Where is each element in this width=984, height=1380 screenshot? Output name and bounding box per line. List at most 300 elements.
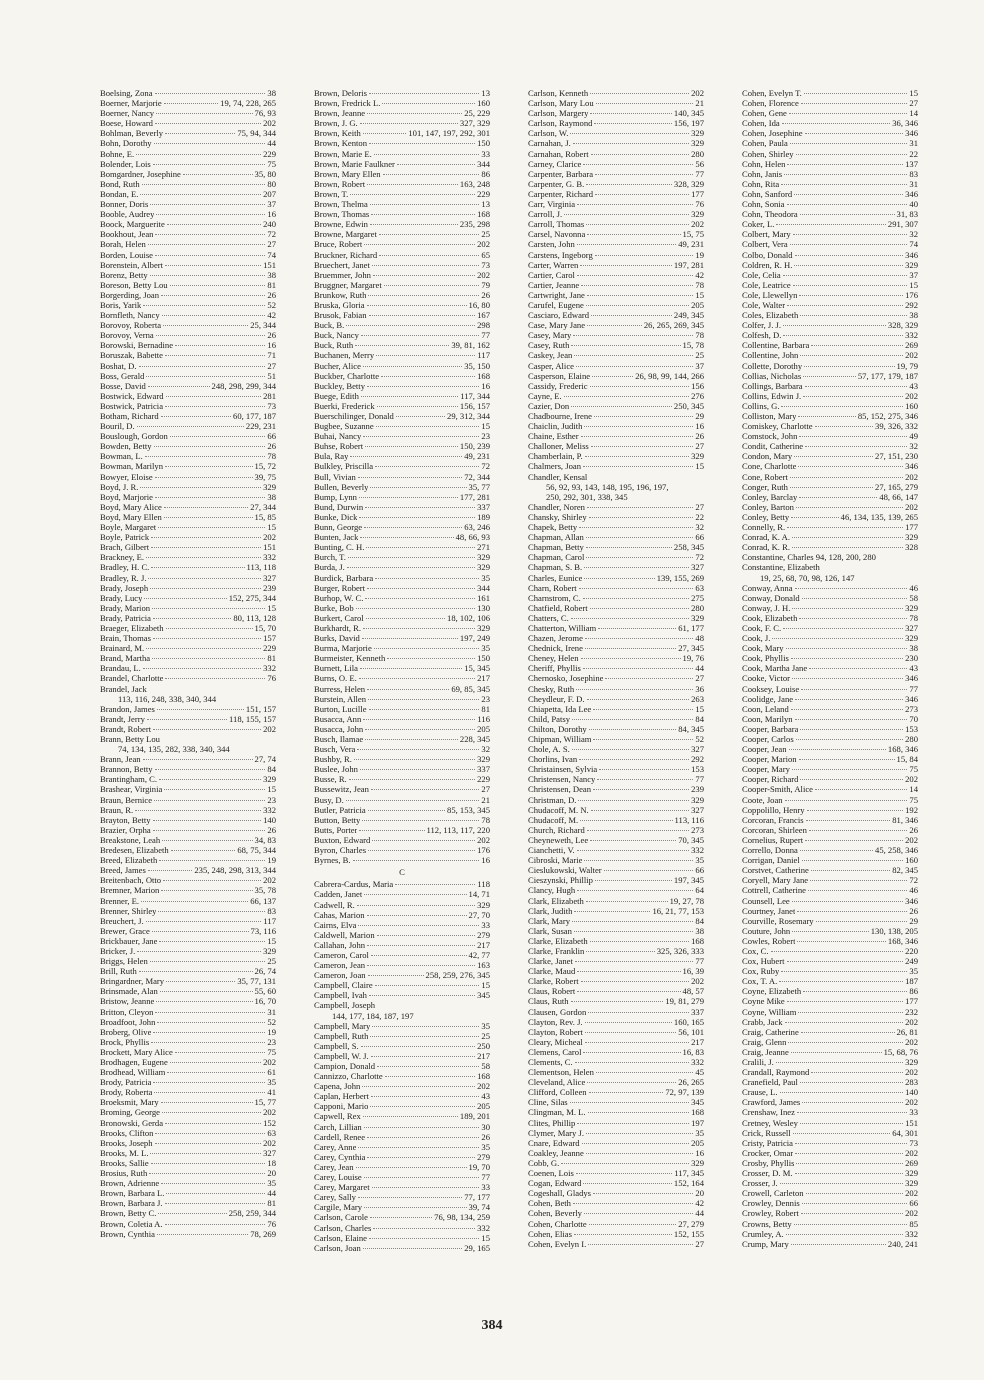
index-entry <box>100 1017 276 1027</box>
index-entry <box>100 371 276 381</box>
entry-name: Conway, Donald <box>742 592 800 603</box>
index-entry <box>742 512 918 522</box>
entry-name: Bunke, Dick <box>314 511 358 522</box>
index-entry <box>100 280 276 290</box>
entry-name: Crawford, James <box>742 1097 801 1108</box>
entry-name: Cole, Walter <box>742 299 786 310</box>
dot-leader <box>379 234 480 235</box>
dot-leader <box>572 719 693 720</box>
entry-name: Carter, Warren <box>528 259 579 270</box>
entry-pages: 229 <box>263 148 276 159</box>
entry-name: Charn, Robert <box>528 582 577 593</box>
entry-name: Coote, Joan <box>742 794 783 805</box>
entry-pages: 49 <box>909 431 918 442</box>
entry-pages: 34, 83 <box>254 834 276 845</box>
dot-leader <box>140 194 261 195</box>
entry-name: Brody, Roberta <box>100 1087 153 1098</box>
entry-name: Counsell, Lee <box>742 895 790 906</box>
index-entry <box>100 1037 276 1047</box>
entry-pages: 291, 307 <box>887 219 918 230</box>
dot-leader <box>154 800 265 801</box>
entry-pages: 72 <box>695 552 704 563</box>
entry-pages: 19 <box>695 249 704 260</box>
index-entry <box>100 815 276 825</box>
entry-pages: 156, 157 <box>459 400 490 411</box>
dot-leader <box>156 1001 252 1002</box>
dot-leader <box>577 204 693 205</box>
dot-leader <box>153 830 266 831</box>
entry-pages: 27 <box>695 441 704 452</box>
dot-leader <box>157 1022 265 1023</box>
entry-name: Broberg, Olive <box>100 1026 152 1037</box>
dot-leader <box>787 1001 903 1002</box>
entry-pages: 19, 27, 78 <box>669 895 704 906</box>
entry-pages: 229 <box>263 643 276 654</box>
entry-pages: 329 <box>691 138 704 149</box>
entry-name: Campbell, Joseph <box>314 1000 376 1011</box>
entry-pages: 329 <box>691 1157 704 1168</box>
entry-pages: 329 <box>691 794 704 805</box>
entry-pages: 26 <box>267 824 276 835</box>
dot-leader <box>150 961 266 962</box>
entry-pages: 15 <box>481 421 490 432</box>
dot-leader <box>589 1092 664 1093</box>
entry-pages: 23 <box>267 1036 276 1047</box>
entry-name: Bostwick, Edward <box>100 390 164 401</box>
entry-name: Borenstein, Albert <box>100 259 164 270</box>
entry-name: Chapman, Carol <box>528 552 585 563</box>
index-entry <box>100 1178 276 1188</box>
entry-name: Brady, Joseph <box>100 582 149 593</box>
index-entry <box>314 970 490 980</box>
entry-pages: 77 <box>481 330 490 341</box>
entry-pages: 189 <box>477 511 490 522</box>
index-entry <box>100 1027 276 1037</box>
entry-pages: 26 <box>267 289 276 300</box>
entry-name: Coyne, William <box>742 1006 797 1017</box>
dot-leader <box>581 981 690 982</box>
index-entry <box>528 744 704 754</box>
dot-leader <box>358 1147 479 1148</box>
entry-pages: 81, 346 <box>892 814 918 825</box>
entry-name: Brown, Robert <box>314 178 366 189</box>
index-entry <box>100 1198 276 1208</box>
entry-pages: 25 <box>481 1030 490 1041</box>
index-entry <box>100 562 276 572</box>
index-entry <box>742 623 918 633</box>
dot-leader <box>358 925 479 926</box>
entry-name: Bunn, George <box>314 522 363 533</box>
entry-pages: 74 <box>909 239 918 250</box>
entry-name: Cooper, Jean <box>742 744 787 755</box>
index-entry <box>742 1229 918 1239</box>
entry-name: Church, Richard <box>528 824 585 835</box>
entry-pages: 329 <box>691 209 704 220</box>
entry-pages: 15, 77 <box>254 1097 276 1108</box>
index-entry <box>742 280 918 290</box>
dot-leader <box>159 860 265 861</box>
dot-leader <box>799 295 903 296</box>
index-entry <box>742 1158 918 1168</box>
entry-name: Cole, Leatrice <box>742 279 791 290</box>
dot-leader <box>590 386 690 387</box>
index-entry <box>314 371 490 381</box>
index-entry <box>100 906 276 916</box>
index-entry <box>528 845 704 855</box>
dot-leader <box>587 507 693 508</box>
index-entry <box>528 542 704 552</box>
entry-name: Busse, R. <box>314 774 347 785</box>
dot-leader <box>364 244 475 245</box>
entry-pages: 139, 155, 269 <box>656 572 704 583</box>
entry-pages: 16 <box>481 855 490 866</box>
dot-leader <box>803 376 856 377</box>
index-entry <box>742 996 918 1006</box>
entry-name: Campbell, W. J. <box>314 1050 369 1061</box>
entry-name: Bowman, L. <box>100 451 143 462</box>
dot-leader <box>590 941 689 942</box>
entry-name: Crenshaw, Inez <box>742 1107 795 1118</box>
index-entry <box>528 764 704 774</box>
index-entry <box>528 532 704 542</box>
dot-leader <box>590 608 689 609</box>
index-entry <box>314 879 490 889</box>
index-entry <box>742 189 918 199</box>
index-entry <box>314 411 490 421</box>
dot-leader <box>795 1143 907 1144</box>
entry-name: Crowns, Betty <box>742 1218 792 1229</box>
index-entry <box>100 381 276 391</box>
entry-pages: 153 <box>905 723 918 734</box>
dot-leader <box>579 588 694 589</box>
entry-name: Cibroski, Marie <box>528 855 583 866</box>
entry-pages: 197, 249 <box>459 633 490 644</box>
entry-pages: 46 <box>909 582 918 593</box>
index-entry <box>742 694 918 704</box>
entry-name: Campbell, Claire <box>314 980 373 991</box>
entry-pages: 202 <box>905 1147 918 1158</box>
dot-leader <box>384 285 480 286</box>
dot-leader <box>175 345 265 346</box>
dot-leader <box>802 598 908 599</box>
dot-leader <box>161 890 252 891</box>
dot-leader <box>364 1207 466 1208</box>
dot-leader <box>580 820 672 821</box>
entry-pages: 44 <box>695 1208 704 1219</box>
dot-leader <box>139 366 266 367</box>
entry-name: Casey, Mary <box>528 330 572 341</box>
index-entry <box>742 118 918 128</box>
index-entry <box>100 855 276 865</box>
entry-pages: 345 <box>477 990 490 1001</box>
entry-name: Buerschilinger, Donald <box>314 411 394 421</box>
index-entry <box>742 926 918 936</box>
entry-name: Brockett, Mary Alice <box>100 1046 173 1057</box>
entry-pages: 202 <box>905 1208 918 1219</box>
index-entry <box>742 229 918 239</box>
index-entry <box>742 1168 918 1178</box>
dot-leader <box>786 648 908 649</box>
dot-leader <box>576 689 693 690</box>
dot-leader <box>170 1062 261 1063</box>
entry-pages: 83 <box>267 905 276 916</box>
index-entry <box>528 684 704 694</box>
index-entry <box>742 542 918 552</box>
index-entry <box>742 865 918 875</box>
entry-pages: 77 <box>695 168 704 179</box>
entry-name: Carch, Lillian <box>314 1121 362 1132</box>
index-entry <box>314 1122 490 1132</box>
entry-name: Burress, Helen <box>314 683 366 694</box>
entry-name: Cairns, Elva <box>314 919 357 930</box>
dot-leader <box>371 1056 475 1057</box>
entry-pages: 269 <box>905 340 918 351</box>
entry-name: Colbert, Mary <box>742 229 791 240</box>
index-entry <box>742 361 918 371</box>
dot-leader <box>585 648 676 649</box>
entry-name: Bonner, Doris <box>100 199 149 210</box>
entry-pages: 205 <box>477 723 490 734</box>
dot-leader <box>799 759 895 760</box>
index-entry <box>528 1168 704 1178</box>
dot-leader <box>158 1213 226 1214</box>
entry-name: Cox, Hubert <box>742 956 785 967</box>
index-entry <box>528 1087 704 1097</box>
entry-pages: 84 <box>267 764 276 775</box>
index-entry <box>742 502 918 512</box>
entry-pages: 38 <box>267 88 276 98</box>
entry-pages: 19 <box>267 855 276 866</box>
entry-name: Booble, Audrey <box>100 209 155 220</box>
index-entry <box>314 573 490 583</box>
index-entry <box>100 946 276 956</box>
entry-name: Carey, Sally <box>314 1192 356 1203</box>
entry-name: Crandall, Raymond <box>742 1067 810 1078</box>
entry-name: Brown, Barbara J. <box>100 1198 163 1209</box>
entry-name: Burkhardt, R. <box>314 622 362 633</box>
entry-name: Cohen, Josephine <box>742 128 803 139</box>
entry-pages: 73 <box>909 1137 918 1148</box>
entry-name: Corstvet, Catherine <box>742 865 809 876</box>
index-entry <box>100 1138 276 1148</box>
index-entry <box>100 138 276 148</box>
entry-pages: 70, 345 <box>678 834 704 845</box>
entry-name: Conley, Barclay <box>742 491 798 502</box>
index-entry <box>314 239 490 249</box>
index-entry <box>742 946 918 956</box>
entry-name: Carufel, Eugene <box>528 299 584 310</box>
index-entry <box>314 990 490 1000</box>
index-columns <box>100 88 926 1253</box>
index-entry <box>528 916 704 926</box>
entry-name: Cnare, Edward <box>528 1137 580 1148</box>
entry-name: Bruska, Gloria <box>314 299 365 310</box>
entry-name: Couture, John <box>742 925 791 936</box>
index-entry <box>314 1192 490 1202</box>
entry-pages: 29, 165 <box>464 1242 490 1253</box>
dot-leader <box>797 1112 908 1113</box>
entry-pages: 329 <box>691 451 704 462</box>
dot-leader <box>361 335 480 336</box>
entry-pages: 202 <box>905 774 918 785</box>
entry-pages: 332 <box>905 330 918 341</box>
entry-pages: 249 <box>905 956 918 967</box>
index-entry <box>100 320 276 330</box>
entry-pages: 73 <box>481 259 490 270</box>
entry-pages: 16, 80 <box>468 299 490 310</box>
index-entry <box>528 128 704 138</box>
entry-pages: 66 <box>695 865 704 876</box>
index-entry <box>742 128 918 138</box>
index-entry <box>528 885 704 895</box>
index-entry <box>100 795 276 805</box>
entry-name: Bunten, Jack <box>314 532 359 543</box>
index-entry <box>742 340 918 350</box>
entry-name: Clementson, Helen <box>528 1067 594 1078</box>
entry-name: Chandler, Kensal <box>528 471 588 482</box>
entry-pages: 37 <box>695 360 704 371</box>
dot-leader <box>373 1228 475 1229</box>
entry-name: Buxton, Edward <box>314 834 371 845</box>
entry-pages: 76 <box>695 199 704 210</box>
index-entry <box>742 1118 918 1128</box>
entry-pages: 35, 77, 131 <box>237 976 276 987</box>
entry-pages: 78 <box>909 612 918 623</box>
entry-name: Crosser, D. M. <box>742 1168 793 1179</box>
dot-leader <box>586 547 672 548</box>
entry-name: Bouslough, Gordon <box>100 431 168 442</box>
dot-leader <box>795 588 908 589</box>
index-entry <box>528 896 704 906</box>
entry-pages: 15 <box>267 935 276 946</box>
index-entry <box>528 1037 704 1047</box>
dot-leader <box>589 1224 677 1225</box>
dot-leader <box>787 527 903 528</box>
page-number: 384 <box>481 1318 503 1333</box>
entry-pages: 14, 71 <box>468 889 490 900</box>
entry-pages: 168 <box>477 370 490 381</box>
dot-leader <box>360 769 475 770</box>
entry-name: Boss, Gerald <box>100 370 145 381</box>
entry-pages: 76, 93 <box>254 108 276 119</box>
entry-pages: 202 <box>905 350 918 361</box>
dot-leader <box>811 1072 903 1073</box>
entry-name: Crowell, Carleton <box>742 1188 804 1199</box>
entry-pages: 35 <box>909 966 918 977</box>
entry-name: Carnahan, J. <box>528 138 571 149</box>
entry-name: Cadwell, R. <box>314 899 355 910</box>
entry-pages: 258, 345 <box>673 542 704 553</box>
entry-name: Cox, C. <box>742 945 769 956</box>
entry-name: Busacca, John <box>314 723 364 734</box>
index-entry <box>528 956 704 966</box>
index-entry <box>528 502 704 512</box>
dot-leader <box>382 103 475 104</box>
dot-leader <box>807 810 904 811</box>
entry-name: Borgerding, Joan <box>100 289 160 300</box>
dot-leader <box>587 325 642 326</box>
dot-leader <box>357 905 475 906</box>
entry-pages: 35, 80 <box>254 168 276 179</box>
entry-pages: 157 <box>263 633 276 644</box>
dot-leader <box>595 174 693 175</box>
entry-name: Cohen, Shirley <box>742 148 794 159</box>
index-entry <box>100 1158 276 1168</box>
dot-leader <box>164 103 218 104</box>
dot-leader <box>363 133 407 134</box>
index-entry <box>528 603 704 613</box>
entry-pages: 27, 165, 279 <box>875 481 918 492</box>
dot-leader <box>369 315 476 316</box>
index-entry <box>314 1081 490 1091</box>
index-entry <box>528 159 704 169</box>
entry-pages: 44 <box>695 663 704 674</box>
dot-leader <box>584 567 689 568</box>
index-entry <box>528 1118 704 1128</box>
entry-pages: 25 <box>695 350 704 361</box>
entry-pages: 39, 74 <box>468 1202 490 1213</box>
entry-pages: 19, 74, 228, 265 <box>220 98 276 109</box>
entry-pages: 71 <box>267 350 276 361</box>
entry-name: Brady, Lucy <box>100 592 143 603</box>
index-entry <box>100 128 276 138</box>
index-entry <box>528 593 704 603</box>
entry-pages: 202 <box>905 471 918 482</box>
entry-pages: 152, 164 <box>673 1178 704 1189</box>
dot-leader <box>776 224 886 225</box>
entry-pages: 43 <box>481 1091 490 1102</box>
entry-name: Chiapetta, Ida Lee <box>528 703 592 714</box>
dot-leader <box>365 507 475 508</box>
index-entry <box>742 906 918 916</box>
index-entry <box>314 980 490 990</box>
entry-name: Buchanen, Merry <box>314 350 375 361</box>
dot-leader <box>363 628 475 629</box>
dot-leader <box>360 123 458 124</box>
dot-leader <box>381 376 475 377</box>
index-entry <box>100 88 276 98</box>
index-entry <box>742 835 918 845</box>
entry-name: Carlson, Raymond <box>528 118 593 129</box>
dot-leader <box>583 466 693 467</box>
dot-leader <box>166 628 253 629</box>
index-entry <box>742 1128 918 1138</box>
dot-leader <box>375 466 479 467</box>
entry-name: Bushby, R. <box>314 754 352 765</box>
entry-pages: 168 <box>477 209 490 220</box>
entry-name: Bredesen, Elizabeth <box>100 845 169 856</box>
dot-leader <box>151 567 244 568</box>
dot-leader <box>585 456 689 457</box>
index-entry <box>100 613 276 623</box>
dot-leader <box>358 1197 462 1198</box>
entry-name: Coolidge, Jane <box>742 693 794 704</box>
index-entry <box>100 350 276 360</box>
index-entry <box>528 1027 704 1037</box>
index-entry <box>314 401 490 411</box>
entry-name: Carey, Cynthia <box>314 1151 366 1162</box>
entry-name: Brodhagen, Eugene <box>100 1057 168 1067</box>
entry-pages: 72 <box>481 461 490 472</box>
entry-name: Courville, Rosemary <box>742 915 814 926</box>
index-entry <box>314 784 490 794</box>
dot-leader <box>815 426 873 427</box>
dot-leader <box>371 955 467 956</box>
entry-pages: 202 <box>477 1081 490 1092</box>
entry-name: Collings, Barbara <box>742 380 803 391</box>
dot-leader <box>792 547 903 548</box>
dot-leader <box>577 971 680 972</box>
